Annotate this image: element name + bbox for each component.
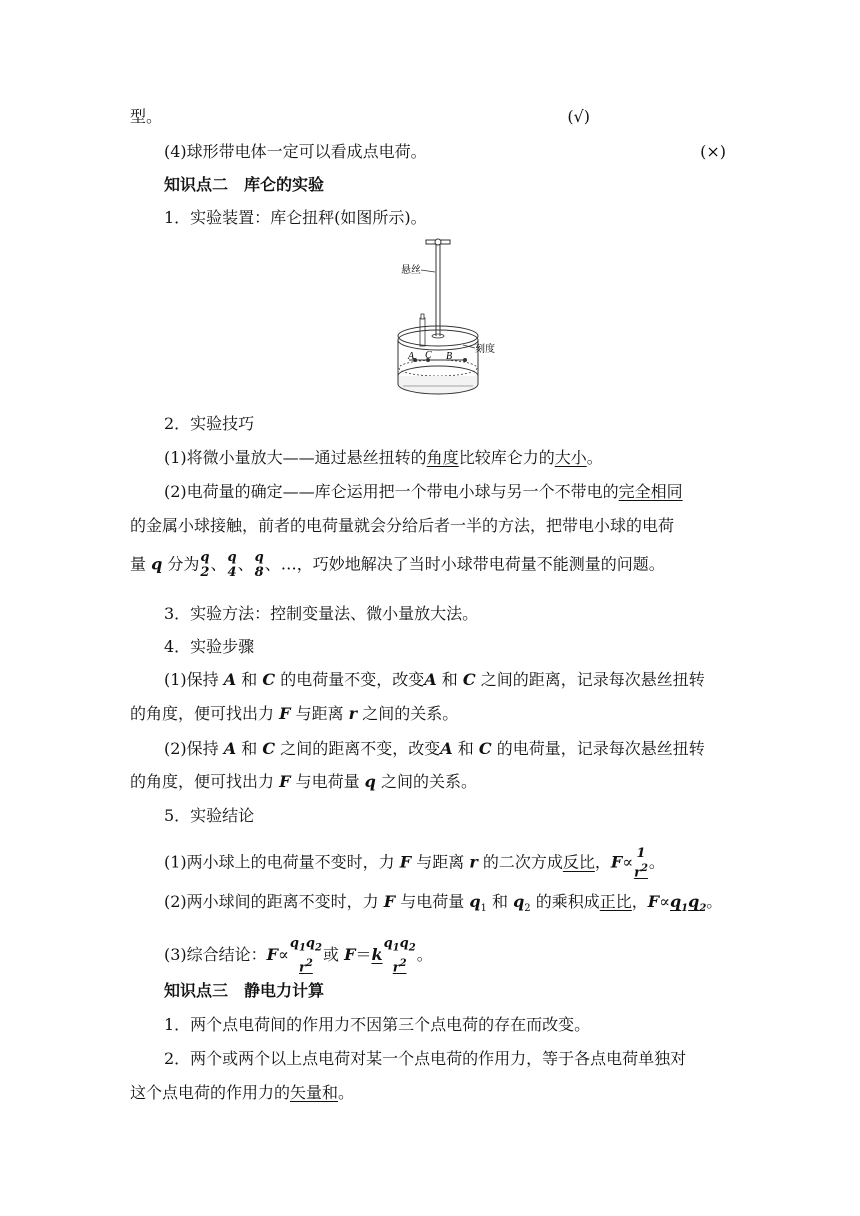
answer-proportional: 正比 bbox=[599, 892, 632, 911]
item-5: 5．实验结论 bbox=[164, 806, 255, 825]
technique-2-cont2: 量 q 分为 q 2 、 q 4 、 q 8 、…，巧妙地解决了当时小球带电荷量不能测量的问题。 bbox=[130, 550, 665, 580]
conclusion-3: (3)综合结论：F∝ $q_1q_2$ $r^2$ 或 F＝k $q_1q_2$ $r^2$ 。 bbox=[164, 936, 433, 975]
step-2: (2)保持 A 和 C 之间的距离不变，改变A 和 C 的电荷量，记录每次悬丝扭转 bbox=[164, 739, 705, 758]
answer-magnitude: 大小 bbox=[554, 448, 587, 467]
item-1: 1．实验装置：库仑扭秤(如图所示)。 bbox=[164, 208, 427, 227]
label-suspension: 悬丝 bbox=[401, 265, 421, 276]
answer-k: k bbox=[371, 944, 383, 964]
step-1-cont: 的角度，便可找出力 F 与距离 r 之间的关系。 bbox=[130, 704, 459, 723]
answer-angle: 角度 bbox=[426, 448, 459, 467]
coulomb-torsion-balance-figure bbox=[395, 236, 505, 398]
item-3: 3．实验方法：控制变量法、微小量放大法。 bbox=[164, 604, 479, 623]
conclusion-2: (2)两小球间的距离不变时，力 F 与电荷量 $q_1$ 和 $q_2$ 的乘积成正比，$F\propto q_1q_2$。 bbox=[164, 892, 723, 915]
calc-1: 1．两个点电荷间的作用力不因第三个点电荷的存在而改变。 bbox=[164, 1015, 591, 1034]
calc-2-cont: 这个点电荷的作用力的矢量和。 bbox=[130, 1083, 355, 1102]
answer-vector-sum: 矢量和 bbox=[290, 1083, 339, 1102]
technique-2-cont: 的金属小球接触，前者的电荷量就会分给后者一半的方法，把带电小球的电荷 bbox=[130, 516, 675, 535]
fraction-q-over-8: q 8 bbox=[254, 550, 264, 580]
true-mark: (√) bbox=[567, 107, 590, 126]
calc-2: 2．两个或两个以上点电荷对某一个点电荷的作用力，等于各点电荷单独对 bbox=[164, 1049, 687, 1068]
fraction-1-over-r2: 1 $r^2$ bbox=[634, 846, 648, 881]
answer-q1q2: $q_1q_2$ bbox=[669, 892, 707, 915]
step-1: (1)保持 A 和 C 的电荷量不变，改变A 和 C 之间的距离，记录每次悬丝扭转 bbox=[164, 670, 705, 689]
item-4: 4．实验步骤 bbox=[164, 637, 255, 656]
step-2-cont: 的角度，便可找出力 F 与电荷量 q 之间的关系。 bbox=[130, 772, 477, 791]
label-scale: 刻度 bbox=[475, 344, 495, 355]
label-a: A bbox=[408, 351, 415, 362]
label-c: C bbox=[425, 350, 432, 361]
fraction-q-over-4: q 4 bbox=[227, 550, 237, 580]
fraction-q1q2-over-r2-2: $q_1q_2$ $r^2$ bbox=[383, 936, 416, 975]
statement-4: (4)球形带电体一定可以看成点电荷。 (×) bbox=[164, 142, 726, 161]
technique-1: (1)将微小量放大——通过悬丝扭转的角度比较库仑力的大小。 bbox=[164, 448, 603, 467]
fraction-q-over-2: q 2 bbox=[200, 550, 210, 580]
conclusion-1: (1)两小球上的电荷量不变时，力 F 与距离 r 的二次方成反比，F∝ 1 $r^2$ 。 bbox=[164, 846, 665, 881]
technique-2: (2)电荷量的确定——库仑运用把一个带电小球与另一个不带电的完全相同 bbox=[164, 482, 683, 501]
answer-inverse: 反比 bbox=[562, 852, 595, 872]
label-b: B bbox=[446, 351, 453, 362]
section-heading-2: 知识点二 库仑的实验 bbox=[164, 175, 325, 194]
fraction-q1q2-over-r2: $q_1q_2$ $r^2$ bbox=[289, 936, 322, 975]
section-heading-3: 知识点三 静电力计算 bbox=[164, 981, 325, 1000]
false-mark: (×) bbox=[700, 142, 726, 161]
text-line: 型。 (√) bbox=[130, 107, 590, 126]
answer-identical: 完全相同 bbox=[618, 482, 683, 501]
item-2: 2．实验技巧 bbox=[164, 414, 255, 433]
